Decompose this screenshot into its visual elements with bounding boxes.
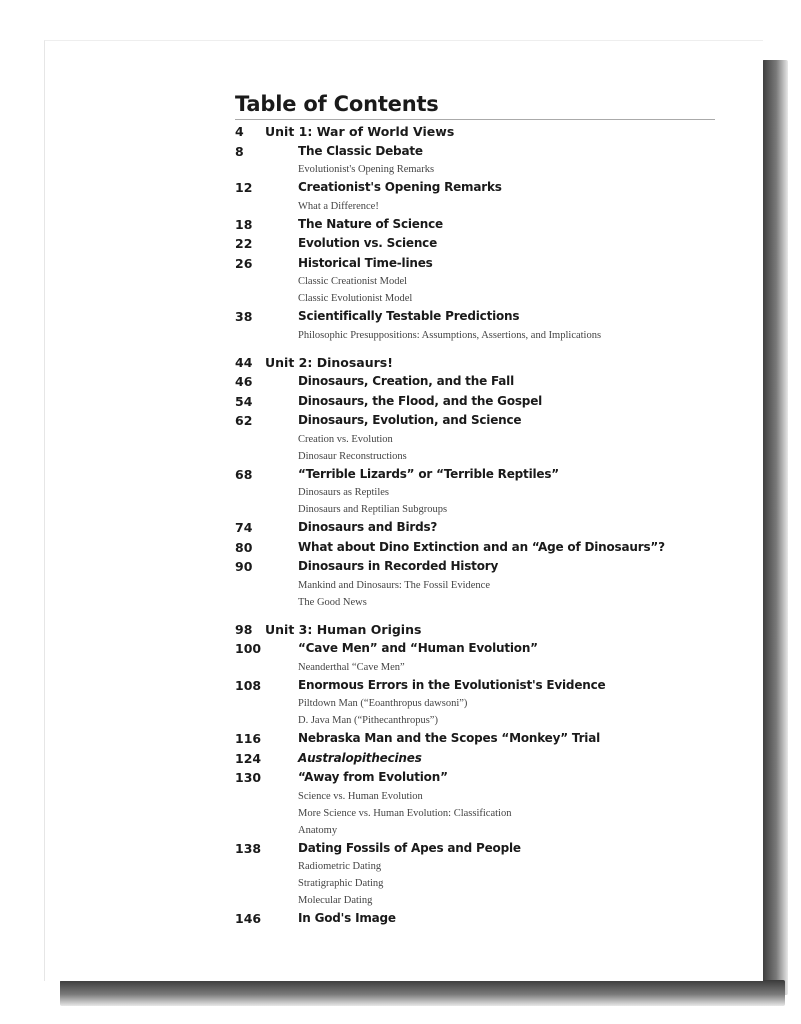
subsection-title: Science vs. Human Evolution bbox=[298, 790, 423, 802]
chapter-title: Dating Fossils of Apes and People bbox=[298, 840, 521, 855]
page-number: 26 bbox=[235, 255, 253, 271]
subsection-title: Classic Evolutionist Model bbox=[298, 293, 413, 304]
toc-unit-row bbox=[235, 353, 715, 373]
page-shadow-bottom bbox=[60, 980, 785, 1006]
toc-chapter-row bbox=[235, 538, 715, 558]
page-shadow-right bbox=[762, 60, 788, 995]
subsection-title: Molecular Dating bbox=[298, 895, 373, 906]
toc-chapter-row bbox=[235, 215, 715, 235]
page-number: 98 bbox=[235, 621, 253, 637]
page-number: 22 bbox=[235, 236, 253, 251]
toc-chapter-row bbox=[235, 909, 715, 929]
subsection-title: Creation vs. Evolution bbox=[298, 433, 393, 445]
subsection-title: Evolutionist's Opening Remarks bbox=[298, 164, 435, 175]
page-number: 116 bbox=[235, 731, 262, 746]
subsection-title: Neanderthal “Cave Men” bbox=[298, 661, 405, 673]
page-title: Table of Contents bbox=[235, 91, 715, 120]
toc-chapter-row bbox=[235, 465, 715, 519]
page-number: 68 bbox=[235, 466, 253, 482]
subsection-title: Mankind and Dinosaurs: The Fossil Evidence bbox=[298, 579, 490, 591]
chapter-title: Creationist's Opening Remarks bbox=[298, 180, 502, 194]
toc-chapter-row bbox=[235, 768, 715, 839]
chapter-title: “Terrible Lizards” or “Terrible Reptiles” bbox=[298, 466, 559, 481]
chapter-title: Dinosaurs in Recorded History bbox=[298, 559, 499, 573]
table-of-contents bbox=[235, 91, 715, 929]
subsection-title: Piltdown Man (“Eoanthropus dawsoni”) bbox=[298, 698, 468, 709]
chapter-title: Dinosaurs, the Flood, and the Gospel bbox=[298, 393, 543, 408]
toc-chapter-row bbox=[235, 178, 715, 215]
chapter-title: Scientifically Testable Predictions bbox=[298, 309, 520, 323]
subsection-title: Dinosaur Reconstructions bbox=[298, 450, 407, 462]
chapter-title: The Nature of Science bbox=[298, 216, 443, 231]
chapter-title: What about Dino Extinction and an “Age of Dinosaurs”? bbox=[298, 539, 665, 554]
toc-chapter-row bbox=[235, 729, 715, 749]
chapter-title: Historical Time-lines bbox=[298, 255, 433, 270]
subsection-title: Philosophic Presuppositions: Assumptions, Assertions, and Implications bbox=[298, 329, 602, 341]
toc-unit-row bbox=[235, 122, 715, 142]
chapter-title: Nebraska Man and the Scopes “Monkey” Trial bbox=[298, 731, 601, 745]
page-number: 62 bbox=[235, 413, 253, 428]
chapter-title: Enormous Errors in the Evolutionist's Evidence bbox=[298, 677, 606, 692]
page-number: 90 bbox=[235, 559, 253, 574]
unit-heading: Unit 2: Dinosaurs! bbox=[265, 354, 393, 370]
page-number: 80 bbox=[235, 539, 253, 555]
chapter-title: Dinosaurs and Birds? bbox=[298, 520, 438, 534]
page-number: 100 bbox=[235, 641, 262, 656]
subsection-title: The Good News bbox=[298, 596, 367, 608]
subsection-title: D. Java Man (“Pithecanthropus”) bbox=[298, 715, 438, 726]
subsection-title: Classic Creationist Model bbox=[298, 276, 408, 287]
toc-chapter-row bbox=[235, 411, 715, 465]
page-number: 54 bbox=[235, 393, 253, 409]
toc-entries bbox=[235, 122, 715, 929]
subsection-title: Stratigraphic Dating bbox=[298, 878, 384, 889]
chapter-title: The Classic Debate bbox=[298, 143, 423, 158]
subsection-title: Dinosaurs and Reptilian Subgroups bbox=[298, 504, 448, 515]
page-number: 4 bbox=[235, 124, 244, 139]
document-page bbox=[44, 40, 763, 981]
page-number: 130 bbox=[235, 770, 262, 785]
page-number: 124 bbox=[235, 750, 262, 766]
page-number: 74 bbox=[235, 520, 253, 535]
subsection-title: Radiometric Dating bbox=[298, 861, 382, 872]
toc-chapter-row bbox=[235, 372, 715, 392]
subsection-title: What a Difference! bbox=[298, 200, 379, 212]
page-number: 18 bbox=[235, 216, 253, 232]
subsection-title: Dinosaurs as Reptiles bbox=[298, 487, 389, 498]
unit-heading: Unit 1: War of World Views bbox=[265, 124, 455, 139]
page-number: 38 bbox=[235, 309, 253, 324]
chapter-title: In God's Image bbox=[298, 911, 396, 925]
toc-chapter-row bbox=[235, 557, 715, 611]
toc-chapter-row bbox=[235, 234, 715, 254]
page-number: 44 bbox=[235, 354, 253, 370]
toc-chapter-row bbox=[235, 676, 715, 730]
toc-chapter-row bbox=[235, 839, 715, 910]
page-number: 146 bbox=[235, 911, 262, 926]
toc-unit-row bbox=[235, 620, 715, 640]
page-number: 46 bbox=[235, 374, 253, 389]
subsection-title: Anatomy bbox=[298, 824, 338, 836]
chapter-title: Evolution vs. Science bbox=[298, 236, 438, 250]
toc-chapter-row bbox=[235, 639, 715, 676]
chapter-title: “Away from Evolution” bbox=[298, 770, 448, 784]
toc-chapter-row bbox=[235, 749, 715, 769]
subsection-title: More Science vs. Human Evolution: Classification bbox=[298, 807, 512, 819]
toc-chapter-row bbox=[235, 254, 715, 308]
chapter-title: Australopithecines bbox=[298, 750, 422, 765]
toc-chapter-row bbox=[235, 392, 715, 412]
toc-chapter-row bbox=[235, 142, 715, 179]
page-number: 108 bbox=[235, 677, 262, 693]
chapter-title: Dinosaurs, Evolution, and Science bbox=[298, 413, 522, 427]
page-number: 138 bbox=[235, 840, 262, 856]
chapter-title: “Cave Men” and “Human Evolution” bbox=[298, 641, 538, 655]
toc-chapter-row bbox=[235, 307, 715, 344]
unit-heading: Unit 3: Human Origins bbox=[265, 621, 422, 637]
page-number: 8 bbox=[235, 143, 244, 159]
page-number: 12 bbox=[235, 180, 253, 195]
chapter-title: Dinosaurs, Creation, and the Fall bbox=[298, 374, 514, 388]
toc-chapter-row bbox=[235, 518, 715, 538]
